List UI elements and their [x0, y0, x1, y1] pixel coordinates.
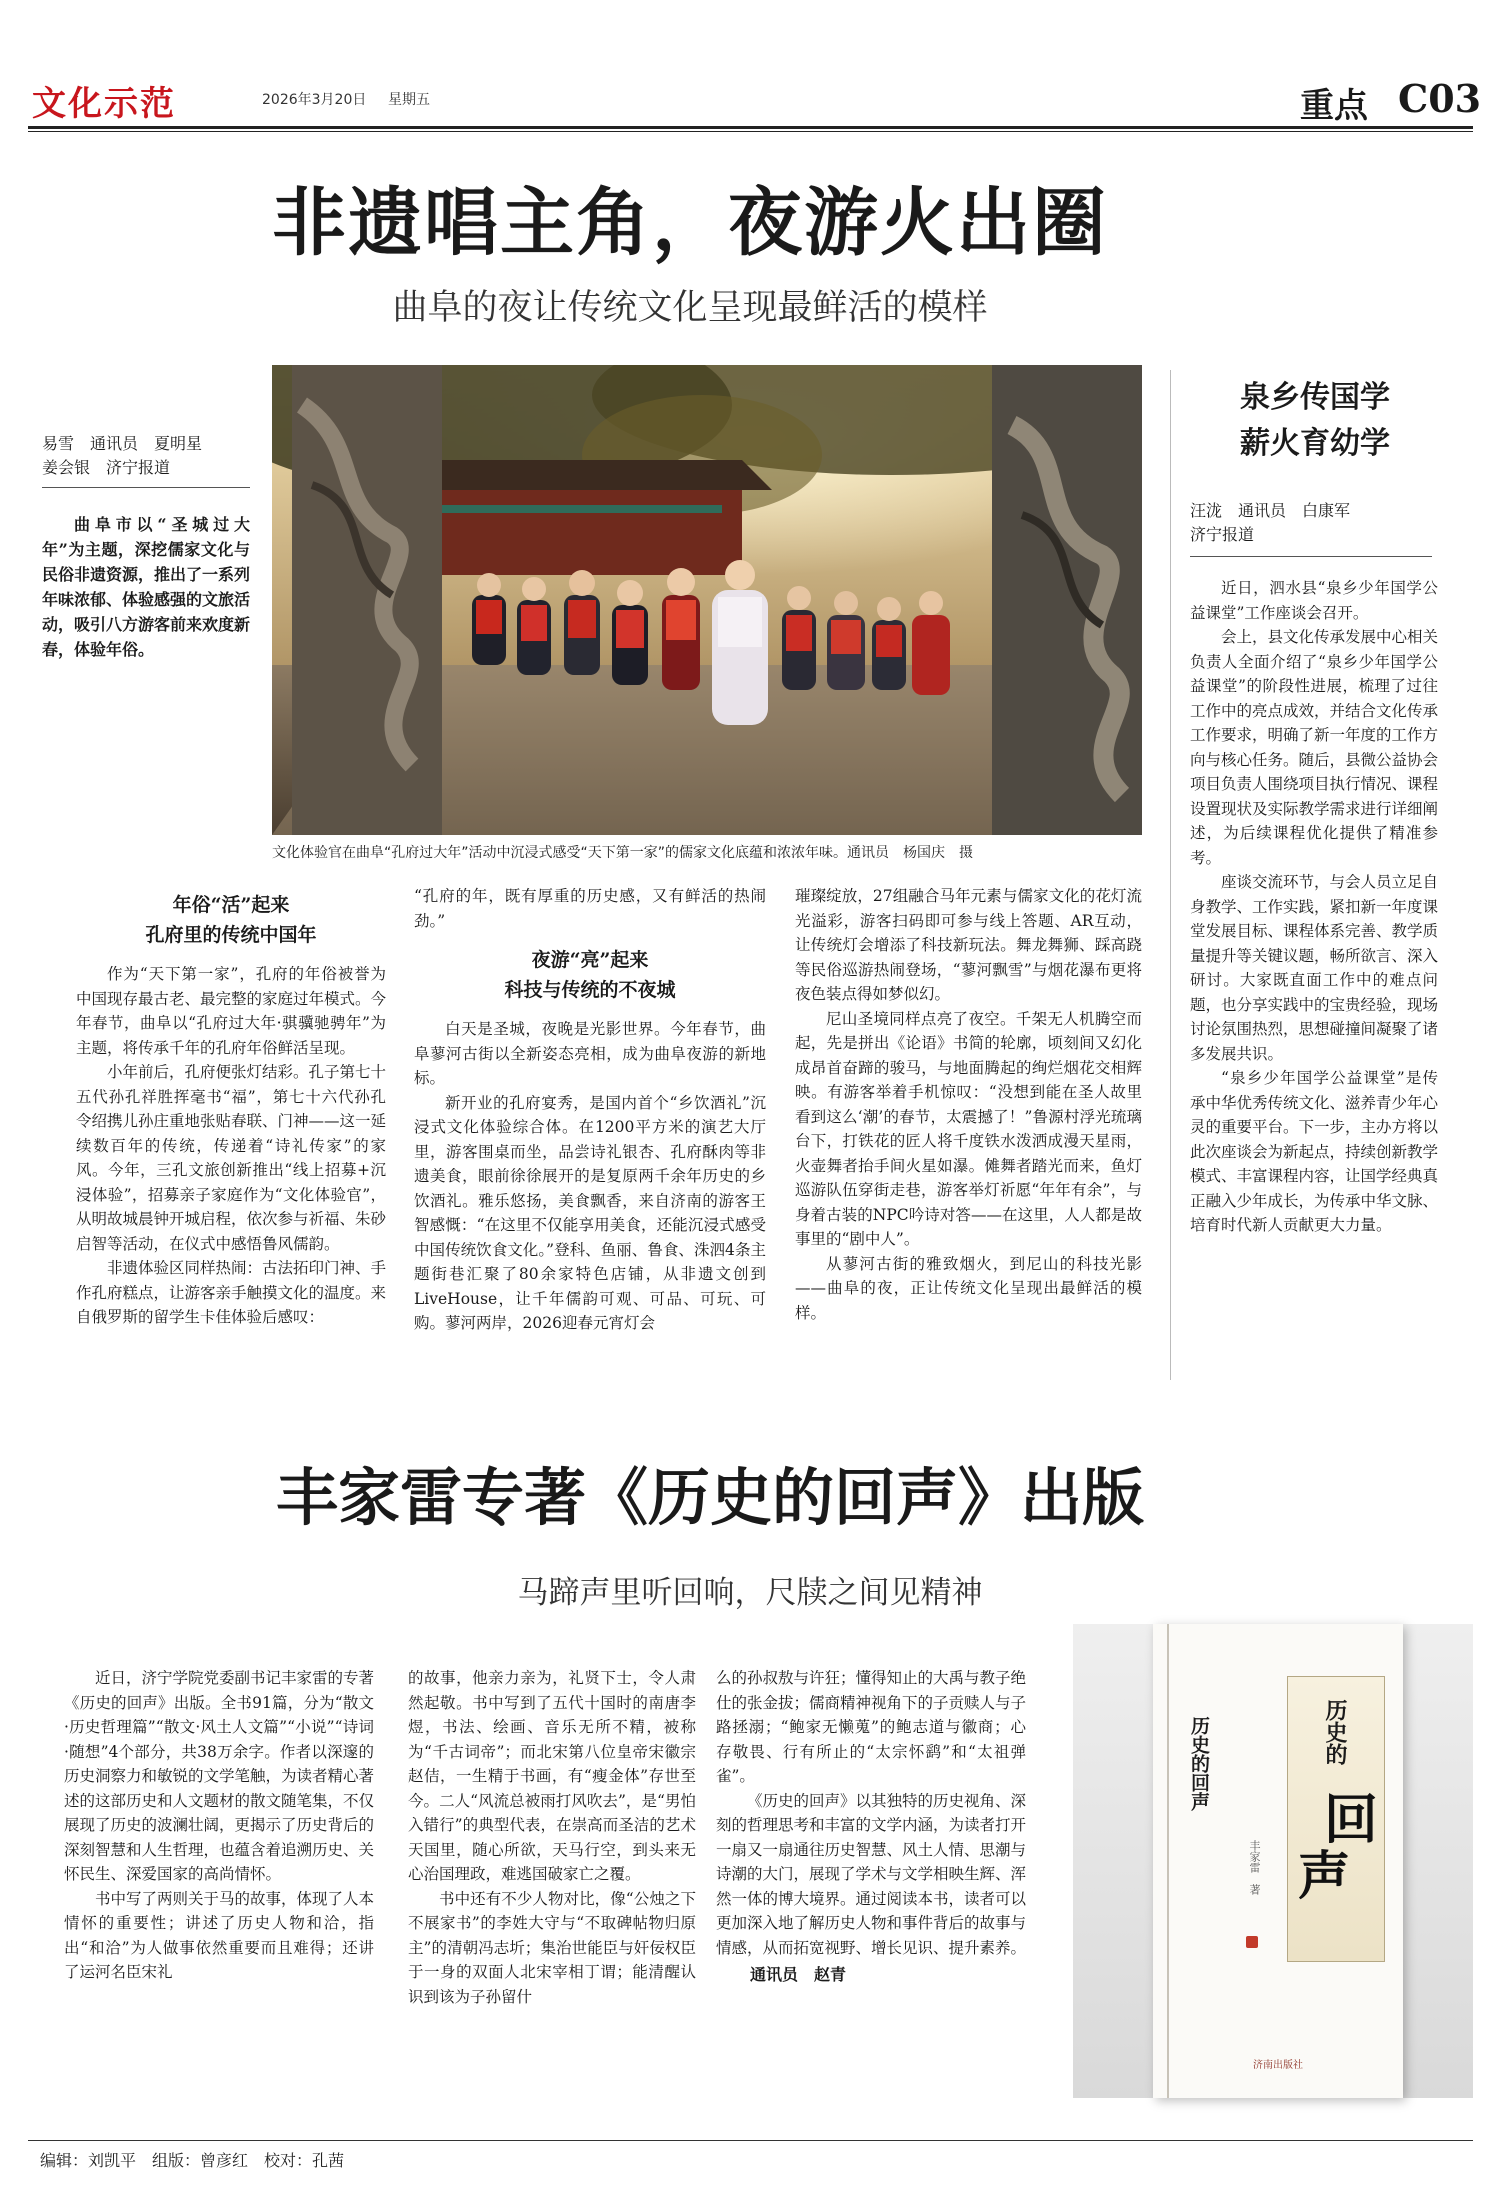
sidebar-title-line1: 泉乡传国学 [1240, 380, 1390, 415]
article1-col1-para-3: 非遗体验区同样热闹：古法拓印门神、手作孔府糕点，让游客亲手触摸文化的温度。来自俄罗斯的留学生卡佳体验后感叹： [76, 1259, 386, 1326]
sidebar-para-2: 会上，县文化传承发展中心相关负责人全面介绍了“泉乡少年国学公益课堂”的阶段性进展，梳理了过往工作中的亮点成效，并结合文化传承工作要求，明确了新一年度的工作方向与核心任务。随后，县微公益协会项目负责人围绕项目执行情况、课程设置现状及实际教学需求进行详细阐述，为后续课程优化提供了精准参考。 [1190, 628, 1438, 867]
article1-byline-line2: 姜会银 济宁报道 [42, 458, 171, 477]
article1-column-1 [76, 890, 386, 1390]
book-cover-big-text-1: 历史的 [1322, 1699, 1348, 1765]
byline-rule [42, 487, 250, 488]
article1-photo-caption: 文化体验官在曲阜“孔府过大年”活动中沉浸式感受“天下第一家”的儒家文化底蕴和浓浓年味。通讯员 杨国庆 摄 [272, 845, 974, 861]
book-cover-red-seal [1246, 1936, 1258, 1948]
article1-photo [272, 365, 1142, 835]
sidebar-para-4: “泉乡少年国学公益课堂”是传承中华优秀传统文化、滋养青少年心灵的重要平台。下一步，主办方将以此次座谈会为新起点，持续创新教学模式、丰富课程内容，让国学经典真正融入少年成长，为传承中华文脉、培育时代新人贡献更大力量。 [1190, 1069, 1438, 1234]
article1-section2-title2: 科技与传统的不夜城 [504, 979, 676, 1001]
book-cover-panel [1287, 1676, 1385, 1962]
sidebar-byline-line1: 汪泷 通讯员 白康军 [1190, 501, 1351, 520]
footer-rule [28, 2140, 1473, 2141]
sidebar-body [1190, 576, 1438, 1376]
article2-column-1 [64, 1666, 374, 2106]
sidebar-para-3: 座谈交流环节，与会人员立足自身教学、工作实践，紧扣新一年度课堂发展目标、课程体系完善、教学质量提升等关键议题，畅所欲言、深入研讨。大家既直面工作中的难点问题，也分享实践中的宝贵经验，现场讨论氛围热烈，思想碰撞间凝聚了诸多发展共识。 [1190, 873, 1438, 1063]
sidebar-byline-line2: 济宁报道 [1190, 525, 1255, 544]
book-spine-line [1167, 1624, 1169, 2098]
article1-subhead: 曲阜的夜让传统文化呈现最鲜活的模样 [392, 288, 988, 328]
masthead-section: 重点 [1300, 86, 1368, 126]
article2-col2-para-2: 书中还有不少人物对比，像“公烛之下不展家书”的李姓大守与“不取碑帖物归原主”的清朝冯志圻；集治世能臣与奸佞权臣于一身的双面人北宋宰相丁谓；能清醒认识到该为子孙留什 [408, 1889, 696, 2006]
article2-col3-para-2: 《历史的回声》以其独特的历史视角、深刻的哲理思考和丰富的文学内涵，为读者打开一扇又一扇通往历史智慧、风土人情、思潮与诗潮的大门，展现了学术与文学相映生辉、浑然一体的博大境界。通过阅读本书，读者可以更加深入地了解历史人物和事件背后的故事与情感，从而拓宽视野、增长见识、提升素养。 [716, 1791, 1026, 1957]
article2-subhead: 马蹄声里听回响，尺牍之间见精神 [517, 1575, 983, 1611]
masthead-rule-thin [28, 131, 1473, 132]
article1-column-2 [414, 884, 766, 1394]
article1-headline: 非遗唱主角，夜游火出圈 [272, 180, 1108, 266]
article1-section2-title1: 夜游“亮”起来 [531, 949, 649, 971]
masthead-weekday: 星期五 [388, 92, 430, 108]
article2-col1-para-1: 近日，济宁学院党委副书记丰家雷的专著《历史的回声》出版。全书91篇，分为“散文·历史哲理篇”“散文·风土人文篇”“小说”“诗词·随想”4个部分，共38万余字。作者以深邃的历史洞察力和敏锐的文学笔触，为读者精心著述的这部历史和人文题材的散文随笔集，不仅展现了历史的波澜壮阔，更揭示了历史背后的深刻智慧和人生哲理，也蕴含着追溯历史、关怀民生、深爱国家的高尚情怀。 [64, 1669, 374, 1883]
book-cover-author: 丰家雷 著 [1248, 1840, 1261, 1895]
sidebar-para-1: 近日，泗水县“泉乡少年国学公益课堂”工作座谈会召开。 [1190, 579, 1438, 622]
masthead-logo: 文化示范 [32, 84, 176, 124]
article1-col3-para-1: 璀璨绽放，27组融合马年元素与儒家文化的花灯流光溢彩，游客扫码即可参与线上答题、AR互动，让传统灯会增添了科技新玩法。舞龙舞狮、踩高跷等民俗巡游热闹登场，“蓼河飘雪”与烟花瀑布更将夜色装点得如梦似幻。 [795, 887, 1142, 1003]
sidebar-divider [1170, 370, 1171, 1380]
book-cover [1153, 1624, 1403, 2098]
article2-headline: 丰家雷专著《历史的回声》出版 [275, 1461, 1144, 1534]
article2-column-3 [716, 1666, 1026, 2106]
article1-section1-title1: 年俗“活”起来 [172, 894, 290, 916]
article1-column-3 [795, 884, 1142, 1394]
article2-col3-para-1: 么的孙叔敖与许狂；懂得知止的大禹与教子绝仕的张金拔；儒商精神视角下的子贡赎人与子路拯溺；“鲍家无懒蒐”的鲍志道与徽商；心存敬畏、行有所止的“太宗怀鹞”和“太祖弹雀”。 [716, 1669, 1026, 1785]
article1-col2-quote: “孔府的年，既有厚重的历史感，又有鲜活的热闹劲。” [414, 887, 766, 930]
article1-section1-title2: 孔府里的传统中国年 [145, 924, 317, 946]
article2-col2-para-1: 的故事，他亲力亲为，礼贤下士，令人肃然起敬。书中写到了五代十国时的南唐李煜，书法、绘画、音乐无所不精，被称为“千古词帝”；而北宋第八位皇帝宋徽宗赵佶，一生精于书画，有“瘦金体”存世至今。二人“风流总被雨打风吹去”，是“男怕入错行”的典型代表，在崇高而圣洁的艺术天国里，随心所欲，天马行空，到头来无心治国理政，难逃国破家亡之覆。 [408, 1669, 696, 1883]
article1-col1-para-1: 作为“天下第一家”，孔府的年俗被誉为中国现存最古老、最完整的家庭过年模式。今年春节，曲阜以“孔府过大年·骐骥驰骋年”为主题，将传承千年的孔府年俗鲜活呈现。 [76, 965, 386, 1057]
book-cover-big-text-3: 声 [1298, 1846, 1351, 1907]
masthead-date: 2026年3月20日 [262, 92, 367, 108]
article1-col2-para-2: 新开业的孔府宴秀，是国内首个“乡饮酒礼”沉浸式文化体验综合体。在1200平方米的演艺大厅里，游客围桌而坐，品尝诗礼银杏、孔府酥肉等非遗美食，眼前徐徐展开的是复原两千余年历史的乡饮酒礼。雅乐悠扬，美食飘香，来自济南的游客王智感慨：“在这里不仅能享用美食，还能沉浸式感受中国传统饮食文化。”登科、鱼丽、鲁食、洙泗4条主题街巷汇聚了80余家特色店铺，从非遗文创到LiveHouse，让千年儒韵可观、可品、可玩、可购。蓼河两岸，2026迎春元宵灯会 [414, 1093, 766, 1332]
article1-col1-para-2: 小年前后，孔府便张灯结彩。孔子第七十五代孙孔祥胜挥毫书“福”，第七十六代孙孔令绍携儿孙庄重地张贴春联、门神——这一延续数百年的传统，传递着“诗礼传家”的家风。今年，三孔文旅创新推出“线上招募+沉浸体验”，招募亲子家庭作为“文化体验官”，从明故城晨钟开城启程，依次参与祈福、朱砂启智等活动，在仪式中感悟鲁风儒韵。 [76, 1063, 386, 1253]
masthead [0, 0, 1500, 135]
article1-byline-line1: 易雪 通讯员 夏明星 [42, 434, 203, 453]
sidebar-byline [1190, 499, 1432, 547]
book-cover-publisher: 济南出版社 [1253, 2060, 1303, 2071]
book-cover-title: 历史的回声 [1188, 1716, 1210, 1811]
article2-reporter: 通讯员 赵青 [750, 1965, 847, 1984]
article1-col3-para-2: 尼山圣境同样点亮了夜空。千架无人机腾空而起，先是拼出《论语》书简的轮廓，顷刻间又幻化成昂首奋蹄的骏马，与地面腾起的绚烂烟花交相辉映。有游客举着手机惊叹：“没想到能在圣人故里看到这么‘潮’的春节，太震撼了！”鲁源村浮光琉璃台下，打铁花的匠人将千度铁水泼洒成漫天星雨，火壶舞者抬手间火星如瀑。傩舞者踏光而来，鱼灯巡游队伍穿街走巷，游客举灯祈愿“年年有余”，与身着古装的NPC吟诗对答——在这里，人人都是故事里的“剧中人”。 [795, 1009, 1142, 1248]
article2-col1-para-2: 书中写了两则关于马的故事，体现了人本情怀的重要性；讲述了历史人物和洽，指出“和洽”为人做事依然重要而且难得；还讲了运河名臣宋礼 [64, 1889, 374, 1981]
temple-scene-illustration [272, 365, 1142, 835]
sidebar-title-line2: 薪火育幼学 [1240, 426, 1390, 461]
masthead-rule [28, 126, 1473, 129]
article1-byline [42, 432, 250, 480]
article1-col3-para-3: 从蓼河古街的雅致烟火，到尼山的科技光影——曲阜的夜，正让传统文化呈现出最鲜活的模样。 [795, 1254, 1142, 1322]
footer-credits: 编辑：刘凯平 组版：曾彦红 校对：孔茜 [40, 2151, 345, 2170]
article1-lead-text: 曲阜市以“圣城过大年”为主题，深挖儒家文化与民俗非遗资源，推出了一系列年味浓郁、体验感强的文旅活动，吸引八方游客前来欢度新春，体验年俗。 [42, 515, 251, 659]
masthead-page: C03 [1398, 76, 1482, 121]
book-cover-frame [1073, 1624, 1473, 2098]
sidebar-byline-rule [1190, 556, 1432, 557]
book-cover-big-text-2: 回 [1324, 1787, 1378, 1851]
article2-column-2 [408, 1666, 696, 2106]
article1-lead [42, 512, 250, 662]
article1-col2-para-1: 白天是圣城，夜晚是光影世界。今年春节，曲阜蓼河古街以全新姿态亮相，成为曲阜夜游的新地标。 [414, 1020, 766, 1087]
